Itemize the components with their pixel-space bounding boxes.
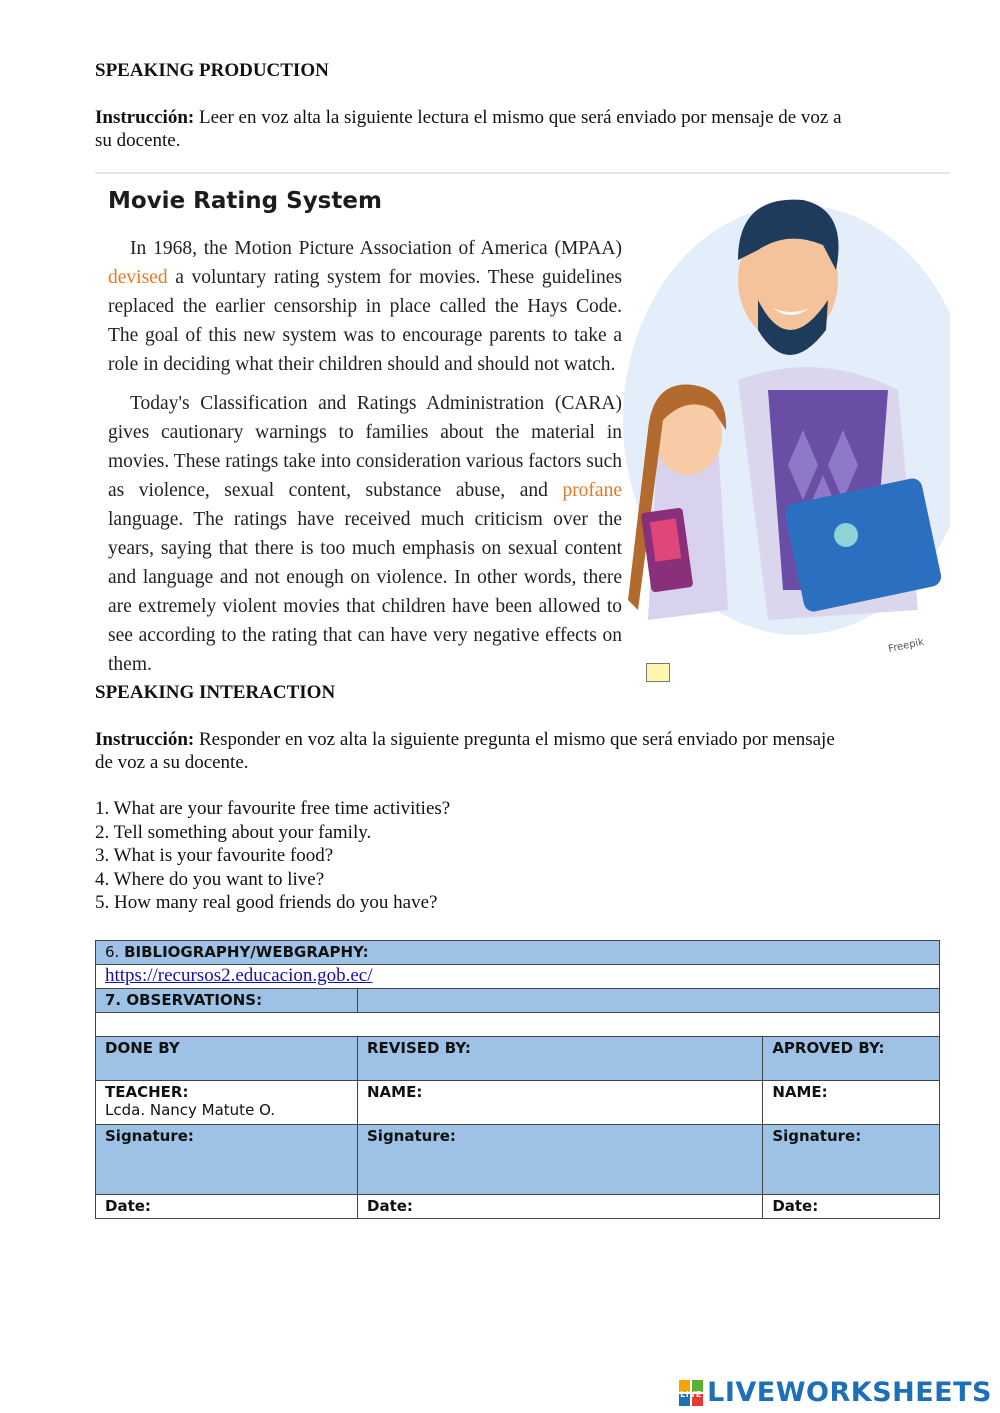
reading-text <box>108 234 622 689</box>
instruction-label: Instrucción: <box>95 729 195 750</box>
question-item: 3. What is your favourite food? <box>95 845 334 866</box>
date-cell-1: Date: <box>96 1195 358 1219</box>
book-cover <box>650 518 681 561</box>
teacher-cell: TEACHER: Lcda. Nancy Matute O. <box>96 1081 358 1125</box>
observations-blank-row[interactable] <box>96 1013 940 1037</box>
instruction-text: Responder en voz alta la siguiente pregunta el mismo que será enviado por mensaje de voz a su docente. <box>95 729 835 773</box>
observations-value-cell[interactable] <box>358 989 940 1013</box>
bibliography-cell: 6. BIBLIOGRAPHY/WEBGRAPHY: <box>96 941 940 965</box>
instruction-label: Instrucción: <box>95 107 195 128</box>
liveworksheets-badge-icon <box>679 1380 703 1406</box>
instruction-text: Leer en voz alta la siguiente lectura el mismo que será enviado por mensaje de voz a su docente. <box>95 107 842 151</box>
teacher-name: Lcda. Nancy Matute O. <box>105 1101 276 1119</box>
bibliography-link[interactable]: https://recursos2.educacion.gob.ec/ <box>105 965 373 986</box>
info-table <box>95 940 940 1219</box>
reading-title: Movie Rating System <box>108 188 382 214</box>
done-by-header: DONE BY <box>96 1037 358 1081</box>
question-item: 2. Tell something about your family. <box>95 821 372 843</box>
speaking-interaction-heading: SPEAKING INTERACTION <box>95 682 336 703</box>
approved-by-header: APROVED BY: <box>763 1037 940 1081</box>
speaking-production-heading: SPEAKING PRODUCTION <box>95 60 329 81</box>
date-cell-3: Date: <box>763 1195 940 1219</box>
laptop-sticker <box>834 523 858 547</box>
reading-paragraph-2: Today's Classification and Ratings Administration (CARA) gives cautionary warnings to families about the material in movies. These ratings take into consideration various factors such as violence, sexual content, substance abuse, and profane language. The ratings have received much criticism over the years, saying that there is too much emphasis on sexual content and language and not enough on violence. In other words, there are extremely violent movies that children have been allowed to see according to the rating that can have very negative effects on them. <box>108 393 622 675</box>
bibliography-link-cell <box>96 965 940 989</box>
revised-name-cell: NAME: <box>358 1081 763 1125</box>
liveworksheets-logo[interactable] <box>679 1377 992 1408</box>
approved-name-cell: NAME: <box>763 1081 940 1125</box>
signature-cell-2: Signature: <box>358 1125 763 1195</box>
note-marker[interactable] <box>646 663 670 682</box>
date-cell-2: Date: <box>358 1195 763 1219</box>
signature-cell-3: Signature: <box>763 1125 940 1195</box>
speaking-production-instruction <box>95 106 855 152</box>
question-item: 5. How many real good friends do you have? <box>95 892 438 913</box>
father-daughter-illustration <box>618 190 950 660</box>
questions-list <box>95 797 450 915</box>
reading-paragraph-1: In 1968, the Motion Picture Association of America (MPAA) devised a voluntary rating system for movies. These guidelines replaced the earlier censorship in place called the Hays Code. The goal of this new system was to encourage parents to take a role in deciding what their children should and should not watch. <box>108 238 622 375</box>
svg-text:LIVE: LIVE <box>680 1389 703 1399</box>
vocab-devised: devised <box>108 267 168 288</box>
observations-label-cell: 7. OBSERVATIONS: <box>96 989 358 1013</box>
question-item: 1. What are your favourite free time activities? <box>95 798 451 819</box>
question-item: 4. Where do you want to live? <box>95 868 325 890</box>
signature-cell-1: Signature: <box>96 1125 358 1195</box>
speaking-interaction-instruction <box>95 728 855 774</box>
vocab-profane: profane <box>562 480 622 501</box>
image-credit: Freepik <box>887 636 926 656</box>
liveworksheets-text: LIVEWORKSHEETS <box>707 1377 992 1408</box>
bibliography-label: BIBLIOGRAPHY/WEBGRAPHY: <box>124 943 369 961</box>
revised-by-header: REVISED BY: <box>358 1037 763 1081</box>
